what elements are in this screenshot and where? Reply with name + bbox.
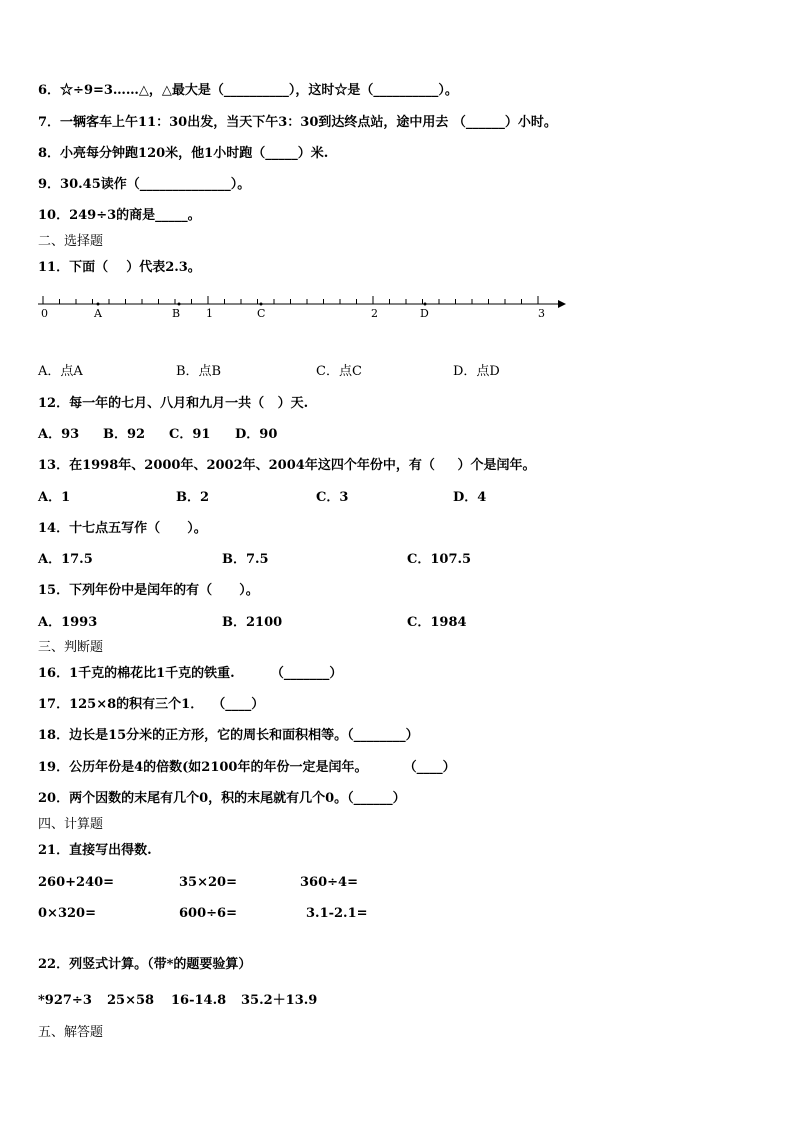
q11-option-d: D．点D [453,364,500,379]
q21: 21．直接写出得数. [38,843,152,858]
q22-item-1: *927÷3 [38,993,92,1008]
q21-item-6: 3.1-2.1= [306,906,368,921]
q22-item-4: 35.2＋13.9 [241,993,318,1008]
section-2-heading: 二、选择题 [38,234,104,249]
q6: 6．☆÷9=3……△，△最大是（__________），这时☆是（__________）。 [38,83,458,98]
q17: 17．125×8的积有三个1． （____） [38,697,265,712]
q9: 9．30.45读作（______________）。 [38,177,251,192]
q10: 10．249÷3的商是_____。 [38,208,201,223]
q13-option-a: A．1 [38,490,71,505]
q15-option-b: B．2100 [222,615,283,630]
q21-item-4: 0×320= [38,906,96,921]
q21-item-5: 600÷6= [179,906,237,921]
q15-option-c: C．1984 [407,615,467,630]
q21-item-2: 35×20= [179,875,237,890]
q19: 19．公历年份是4的倍数(如2100年的年份一定是闰年。 （____） [38,760,456,775]
q22: 22．列竖式计算。（带*的题要验算） [38,957,252,972]
point-d-dot [424,303,427,306]
q20: 20．两个因数的末尾有几个0，积的末尾就有几个0。（______） [38,791,406,806]
q14-option-b: B．7.5 [222,552,269,567]
q16: 16．1千克的棉花比1千克的铁重. （_______） [38,666,343,681]
section-4-heading: 四、计算题 [38,817,104,832]
point-label-d: D [420,307,429,320]
tick-label-3: 3 [538,307,545,320]
q13-option-b: B．2 [176,490,210,505]
point-label-a: A [94,307,102,320]
tick-label-2: 2 [371,307,378,320]
point-b-dot [178,303,181,306]
q12-option-d: D．90 [235,427,278,442]
q22-item-2: 25×58 [107,993,155,1008]
tick-label-0: 0 [41,307,48,320]
point-label-c: C [257,307,266,320]
tick-label-1: 1 [206,307,213,320]
q13-option-d: D．4 [453,490,487,505]
point-a-dot [97,303,100,306]
q12: 12．每一年的七月、八月和九月一共（ ）天. [38,396,309,411]
q14: 14．十七点五写作（ ）。 [38,521,207,536]
q14-option-c: C．107.5 [407,552,472,567]
q18: 18．边长是15分米的正方形，它的周长和面积相等。（________） [38,728,419,743]
q11: 11．下面（ ）代表2.3。 [38,260,201,275]
q7: 7．一辆客车上午11：30出发，当天下午3：30到达终点站，途中用去 （______）小时。 [38,115,557,130]
q11-option-a: A．点A [38,364,83,379]
q11-option-c: C．点C [316,364,362,379]
q15: 15．下列年份中是闰年的有（ ）。 [38,583,259,598]
point-label-b: B [172,307,181,320]
q21-item-3: 360÷4= [300,875,358,890]
section-3-heading: 三、判断题 [38,640,104,655]
q12-option-b: B．92 [103,427,146,442]
q12-option-c: C．91 [169,427,211,442]
q21-item-1: 260+240= [38,875,115,890]
point-c-dot [260,303,263,306]
q13: 13．在1998年、2000年、2002年、2004年这四个年份中，有（ ）个是闰年。 [38,458,536,473]
number-line [30,288,570,328]
section-5-heading: 五、解答题 [38,1025,104,1040]
q14-option-a: A．17.5 [38,552,93,567]
q12-option-a: A．93 [38,427,80,442]
q11-option-b: B．点B [176,364,222,379]
q8: 8．小亮每分钟跑120米，他1小时跑（_____）米. [38,146,329,161]
q15-option-a: A．1993 [38,615,98,630]
q13-option-c: C．3 [316,490,349,505]
q22-item-3: 16-14.8 [171,993,227,1008]
